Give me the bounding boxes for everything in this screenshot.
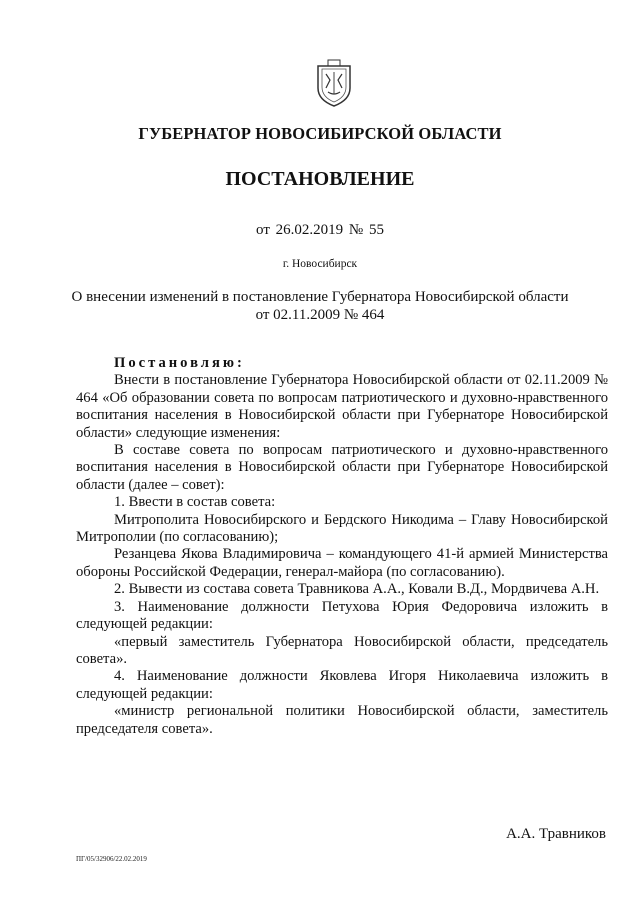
document-body [76,355,608,738]
date-number: от 26.02.2019 № 55 [256,222,384,238]
paragraph-5: Резанцева Якова Владимировича – командующего 41-й армией Министерства обороны Российской Федерации, генерал-майора (по согласованию). [76,546,608,580]
subject-line-1: О внесении изменений в постановление Губернатора Новосибирской области [71,289,569,305]
authority-title: ГУБЕРНАТОР НОВОСИБИРСКОЙ ОБЛАСТИ [138,124,502,143]
paragraph-6: 2. Вывести из состава совета Травникова А.А., Ковали В.Д., Мордвичева А.Н. [114,581,600,598]
paragraph-1: Внести в постановление Губернатора Новосибирской области от 02.11.2009 № 464 «Об образовании совета по вопросам патриотического и духовно-нравственного воспитания населения в Новосибирской области при Губернаторе Новосибирской области» следующие изменения: [76,372,608,441]
signature: А.А. Травников [506,826,606,842]
subject-line-2: от 02.11.2009 № 464 [255,307,385,323]
footer-code: ПГ/05/32906/22.02.2019 [76,855,147,863]
paragraph-9: 4. Наименование должности Яковлева Игоря Николаевича изложить в следующей редакции: [76,668,608,702]
document-type: ПОСТАНОВЛЕНИЕ [225,168,415,190]
paragraph-10: «министр региональной политики Новосибирской области, заместитель председателя совета». [76,703,608,737]
paragraph-3: 1. Ввести в состав совета: [114,494,276,511]
paragraph-7: 3. Наименование должности Петухова Юрия Федоровича изложить в следующей редакции: [76,598,608,633]
subject [0,288,640,324]
paragraph-2: В составе совета по вопросам патриотического и духовно-нравственного воспитания населения в Новосибирской области при Губернаторе Новосибирской области (далее – совет): [76,442,608,493]
decree-word [76,355,608,372]
paragraph-4: Митрополита Новосибирского и Бердского Никодима – Главу Новосибирской Митрополии (по согласованию); [76,511,608,546]
city: г. Новосибирск [282,258,358,270]
coat-of-arms-icon [314,58,354,108]
decree-word-text: Постановляю: [114,355,245,371]
paragraph-8: «первый заместитель Губернатора Новосибирской области, председатель совета». [76,633,608,667]
